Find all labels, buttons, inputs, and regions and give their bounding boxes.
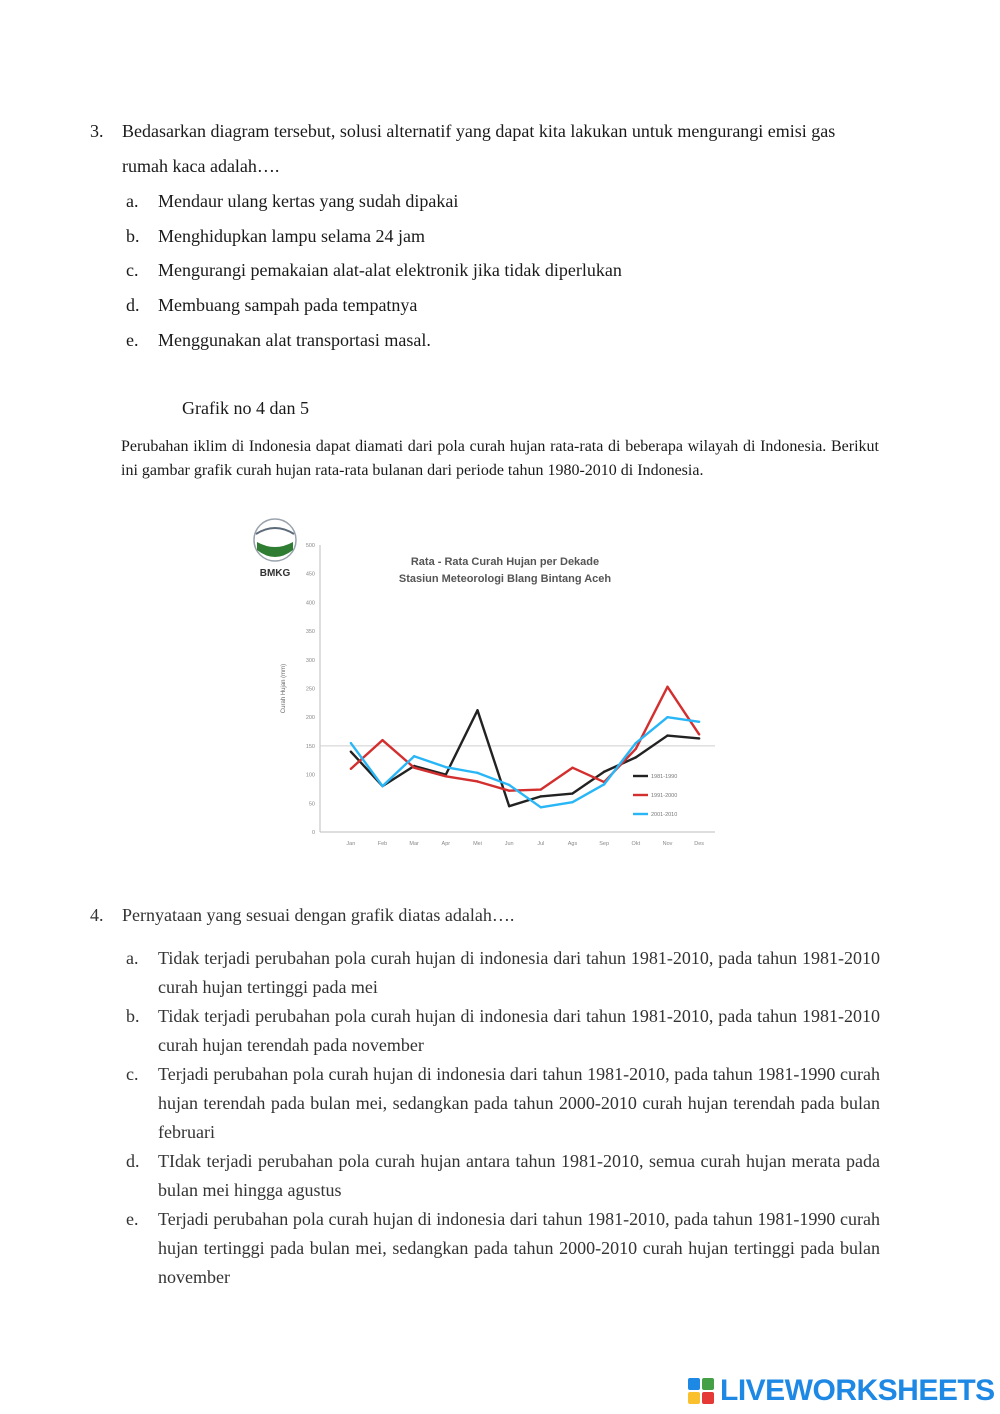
data-point bbox=[635, 756, 637, 758]
x-tick-label: Apr bbox=[441, 841, 451, 847]
data-point bbox=[476, 780, 478, 782]
data-point bbox=[603, 783, 605, 785]
option-c[interactable]: c. Mengurangi pemakaian alat-alat elektronik jika tidak diperlukan bbox=[126, 260, 622, 281]
option-a[interactable]: a. Mendaur ulang kertas yang sudah dipakai bbox=[126, 191, 459, 211]
data-point bbox=[698, 737, 700, 739]
x-tick-label: Jan bbox=[346, 841, 356, 847]
liveworksheets-logo bbox=[688, 1374, 995, 1408]
question-4 bbox=[90, 900, 880, 1292]
option-b[interactable]: b. Menghidupkan lampu selama 24 jam bbox=[126, 225, 425, 246]
question-3 bbox=[90, 114, 880, 358]
data-point bbox=[413, 767, 415, 769]
y-tick-label: 200 bbox=[305, 715, 315, 722]
logo-squares-icon bbox=[688, 1378, 714, 1404]
data-point bbox=[571, 792, 573, 794]
data-point bbox=[508, 805, 510, 807]
data-point bbox=[413, 755, 415, 757]
data-point bbox=[635, 742, 637, 744]
data-point bbox=[381, 785, 383, 787]
y-tick-label: 100 bbox=[305, 772, 315, 779]
data-point bbox=[698, 733, 700, 735]
y-tick-label: 300 bbox=[305, 657, 315, 664]
option-d[interactable]: d. TIdak terjadi perubahan pola curah hujan antara tahun 1981-2010, semua curah hujan merata pada bulan mei hingga agustus bbox=[126, 1151, 880, 1200]
data-point bbox=[666, 686, 668, 688]
options-list bbox=[126, 944, 880, 1292]
option-d[interactable]: d. Membuang sampah pada tempatnya bbox=[126, 295, 418, 316]
intro-paragraph: Perubahan iklim di Indonesia dapat diamati dari pola curah hujan rata-rata di beberapa wilayah di Indonesia. Berikut ini gambar grafik curah hujan rata-rata bulanan dari periode tahun 1980-2010 di Indonesia. bbox=[121, 438, 879, 479]
data-point bbox=[698, 721, 700, 723]
data-point bbox=[540, 788, 542, 790]
y-tick-label: 0 bbox=[311, 830, 315, 836]
data-point bbox=[445, 775, 447, 777]
data-point bbox=[350, 742, 352, 744]
data-point bbox=[603, 771, 605, 773]
legend-label: 2001-2010 bbox=[651, 812, 678, 818]
data-point bbox=[508, 789, 510, 791]
x-tick-label: Feb bbox=[377, 841, 388, 847]
legend-label: 1981-1990 bbox=[651, 774, 678, 780]
x-tick-label: Des bbox=[694, 841, 705, 847]
option-c[interactable]: c. Terjadi perubahan pola curah hujan di indonesia dari tahun 1981-2010, pada tahun 1981-1990 curah hujan terendah pada bulan mei, sedangkan pada tahun 2000-2010 curah hujan terendah pada bulan februari bbox=[126, 1064, 880, 1142]
option-b[interactable]: b. Tidak terjadi perubahan pola curah hujan di indonesia dari tahun 1981-2010, pada tahun 1981-2010 curah hujan terendah pada november bbox=[126, 1006, 880, 1055]
option-a[interactable]: a. Tidak terjadi perubahan pola curah hujan di indonesia dari tahun 1981-2010, pada tahun 1981-2010 curah hujan tertinggi pada mei bbox=[126, 948, 880, 997]
chart-subtitle: Stasiun Meteorologi Blang Bintang Aceh bbox=[398, 573, 612, 585]
data-point bbox=[445, 766, 447, 768]
data-point bbox=[571, 767, 573, 769]
data-point bbox=[381, 739, 383, 741]
y-tick-label: 50 bbox=[308, 801, 315, 808]
x-tick-label: Mei bbox=[473, 841, 482, 847]
data-point bbox=[476, 772, 478, 774]
x-tick-label: Sep bbox=[599, 841, 610, 847]
brand-name: LIVEWORKSHEETS bbox=[720, 1374, 995, 1407]
question-stem: Bedasarkan diagram tersebut, solusi alternatif yang dapat kita lakukan untuk mengurangi emisi gas rumah kaca adalah…. bbox=[122, 121, 836, 176]
data-point bbox=[350, 768, 352, 770]
y-axis-label: Curah Hujan (mm) bbox=[281, 663, 287, 714]
chart-svg bbox=[245, 512, 735, 857]
y-tick-label: 250 bbox=[305, 686, 315, 693]
options-list bbox=[126, 184, 880, 358]
x-tick-label: Jun bbox=[504, 841, 514, 847]
y-tick-label: 500 bbox=[305, 543, 315, 549]
y-tick-label: 150 bbox=[305, 743, 315, 750]
logo-text: BMKG bbox=[259, 568, 291, 579]
data-point bbox=[476, 709, 478, 711]
rainfall-chart bbox=[245, 512, 735, 857]
graph-section-title: Grafik no 4 dan 5 bbox=[182, 398, 309, 418]
y-tick-label: 400 bbox=[305, 600, 315, 607]
x-tick-label: Mar bbox=[409, 841, 419, 847]
data-point bbox=[666, 716, 668, 718]
x-tick-label: Jul bbox=[537, 841, 545, 847]
legend-label: 1991-2000 bbox=[651, 793, 678, 799]
data-point bbox=[350, 750, 352, 752]
data-point bbox=[540, 795, 542, 797]
chart-title: Rata - Rata Curah Hujan per Dekade bbox=[410, 556, 600, 568]
x-tick-label: Okt bbox=[631, 841, 641, 847]
data-point bbox=[571, 801, 573, 803]
option-e[interactable]: e. Menggunakan alat transportasi masal. bbox=[126, 329, 431, 350]
x-tick-label: Ags bbox=[567, 841, 578, 847]
data-point bbox=[635, 748, 637, 750]
data-point bbox=[508, 784, 510, 786]
data-point bbox=[540, 806, 542, 808]
y-tick-label: 450 bbox=[305, 571, 315, 578]
question-stem: Pernyataan yang sesuai dengan grafik diatas adalah…. bbox=[122, 905, 515, 925]
option-e[interactable]: e. Terjadi perubahan pola curah hujan di indonesia dari tahun 1981-2010, pada tahun 1981-1990 curah hujan tertinggi pada bulan mei, sedangkan pada tahun 2000-2010 curah hujan tertinggi pada bulan november bbox=[126, 1209, 880, 1287]
question-number: 3. bbox=[90, 121, 104, 141]
bmkg-logo-icon bbox=[254, 519, 296, 561]
data-point bbox=[666, 734, 668, 736]
y-tick-label: 350 bbox=[305, 629, 315, 636]
question-number: 4. bbox=[90, 905, 104, 925]
x-tick-label: Nov bbox=[662, 841, 673, 847]
